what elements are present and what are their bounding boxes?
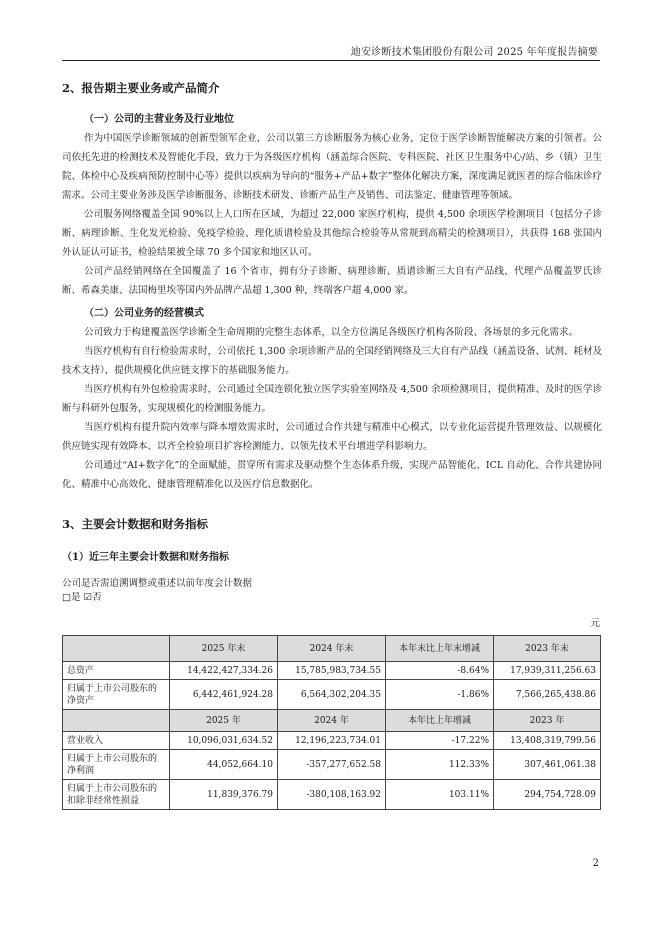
report-header: 迪安诊断技术集团股份有限公司 2025 年年度报告摘要: [350, 47, 598, 58]
row-label: 总资产: [63, 662, 170, 680]
table-cell: -380,108,163.92: [278, 780, 386, 810]
paragraph: 公司服务网络覆盖全国 90%以上人口所在区域，为超过 22,000 家医疗机构，提供 4,500 余项医学检测项目（包括分子诊断、病理诊断、生化发光检验、免疫学检验、理化质谱检验及其他综合检验等从常规到高精尖的检测项目），共获得 168 张国内外认证认可证书，检验结果被全球 70 多个国家和地区认可。: [62, 209, 602, 258]
table-header-row: [63, 636, 601, 662]
section-2-subtitle-2: （二）公司业务的经营模式: [84, 308, 204, 319]
table-cell: 15,785,983,734.55: [278, 662, 386, 680]
section-2-subtitle-1: （一）公司的主营业务及行业地位: [84, 114, 234, 125]
table-row: [63, 662, 601, 680]
row-label: 归属于上市公司股东的净利润: [63, 750, 170, 780]
row-label: 营业收入: [63, 732, 170, 750]
table-cell: 12,196,223,734.01: [278, 732, 386, 750]
table-cell: -357,277,652.58: [278, 750, 386, 780]
paragraph: 公司通过“AI+数字化”的全面赋能，贯穿所有需求及驱动整个生态体系升级，实现产品智能化、ICL 自动化、合作共建协同化、精准中心高效化、健康管理精准化以及医疗信息数据化。: [62, 460, 602, 490]
table-header-cell: 2025 年末: [170, 636, 278, 662]
table-cell: 307,461,061.38: [494, 750, 601, 780]
section-3-title: 3、主要会计数据和财务指标: [62, 517, 209, 531]
table-row: [63, 750, 601, 780]
table-row: [63, 680, 601, 710]
table-cell: -17.22%: [386, 732, 494, 750]
table-header-cell: [63, 710, 170, 732]
table-cell: 44,052,664.10: [170, 750, 278, 780]
table-cell: 11,839,376.79: [170, 780, 278, 810]
table-cell: 17,939,311,256.63: [494, 662, 601, 680]
table-row: [63, 780, 601, 810]
page-content: [62, 80, 602, 810]
section-3-subtitle-1: （1）近三年主要会计数据和财务指标: [62, 552, 229, 563]
table-cell: -8.64%: [386, 662, 494, 680]
table-cell: 6,564,302,204.35: [278, 680, 386, 710]
table-header-cell: 2023 年: [494, 710, 601, 732]
currency-unit: 元: [590, 618, 600, 629]
paragraph: 公司产品经销网络在全国覆盖了 16 个省市，拥有分子诊断、病理诊断、质谱诊断三大自有产品线，代理产品覆盖罗氏诊断、希森美康、法国梅里埃等国内外品牌产品超 1,300 种，终端客户超 4,000 家。: [62, 266, 602, 296]
header-divider: [62, 60, 600, 61]
table-cell: 294,754,728.09: [494, 780, 601, 810]
table-cell: 13,408,319,799.56: [494, 732, 601, 750]
table-header-cell: [63, 636, 170, 662]
table-header-row: [63, 710, 601, 732]
paragraph: 当医疗机构有外包检验需求时，公司通过全国连锁化独立医学实验室网络及 4,500 余项检测项目，提供精准、及时的医学诊断与科研外包服务，实现规模化的检测服务能力。: [62, 384, 602, 414]
table-cell: -1.86%: [386, 680, 494, 710]
table-cell: 7,566,265,438.86: [494, 680, 601, 710]
restatement-question: 公司是否需追溯调整或重述以前年度会计数据: [62, 578, 253, 589]
paragraph: 公司致力于构建覆盖医学诊断全生命周期的完整生态体系，以全方位满足各级医疗机构各阶段、各场景的多元化需求。: [84, 327, 579, 338]
table-cell: 112.33%: [386, 750, 494, 780]
table-header-cell: 本年比上年增减: [386, 710, 494, 732]
table-cell: 6,442,461,924.28: [170, 680, 278, 710]
table-header-cell: 2024 年末: [278, 636, 386, 662]
table-cell: 14,422,427,334.26: [170, 662, 278, 680]
restatement-answer: □是 ☑否: [62, 592, 102, 603]
row-label: 归属于上市公司股东的净资产: [63, 680, 170, 710]
financial-table: [62, 635, 601, 810]
table-header-cell: 2024 年: [278, 710, 386, 732]
paragraph: 当医疗机构有自行检验需求时，公司依托 1,300 余项诊断产品的全国经销网络及三大自有产品线（涵盖设备、试剂、耗材及技术支持），提供规模化供应链支撑下的基础服务能力。: [62, 346, 602, 376]
table-row: [63, 732, 601, 750]
row-label: 归属于上市公司股东的扣除非经常性损益: [63, 780, 170, 810]
page-number: 2: [592, 858, 599, 869]
table-header-cell: 2025 年: [170, 710, 278, 732]
section-2-title: 2、报告期主要业务或产品简介: [62, 81, 220, 95]
paragraph: 当医疗机构有提升院内效率与降本增效需求时，公司通过合作共建与精准中心模式，以专业化运营提升管理效益、以规模化供应链实现有效降本、以齐全检验项目扩容检测能力、以领先技术平台增进学科影响力。: [62, 422, 602, 452]
table-header-cell: 2023 年末: [494, 636, 601, 662]
table-cell: 103.11%: [386, 780, 494, 810]
table-cell: 10,096,031,634.52: [170, 732, 278, 750]
table-header-cell: 本年末比上年末增减: [386, 636, 494, 662]
paragraph: 作为中国医学诊断领域的创新型领军企业，公司以第三方诊断服务为核心业务，定位于医学诊断智能解决方案的引领者。公司依托先进的检测技术及智能化手段，致力于为各级医疗机构（涵盖综合医院、专科医院、社区卫生服务中心/站、乡（镇）卫生院、体检中心及疾病预防控制中心等）提供以疾病为导向的“服务+产品+数字”整体化解决方案，深度满足就医者的综合临床诊疗需求。公司主要业务涉及医学诊断服务、诊断技术研发、诊断产品生产及销售、司法鉴定、健康管理等领域。: [62, 133, 602, 201]
